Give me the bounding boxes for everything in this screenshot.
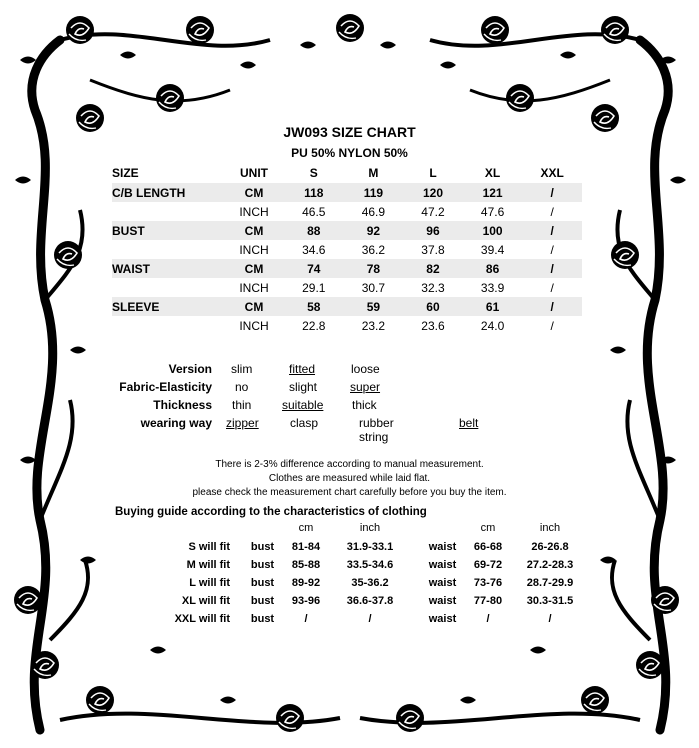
attribute-option: no xyxy=(235,380,249,394)
cell-value: / xyxy=(522,183,582,202)
row-label xyxy=(112,278,224,297)
inch-range: 31.9-33.1 xyxy=(346,541,394,553)
cell-value: 61 xyxy=(463,297,523,316)
cell-value: 82 xyxy=(403,259,463,278)
cell-value: 47.2 xyxy=(403,202,463,221)
cell-value: 23.2 xyxy=(344,316,404,335)
row-label xyxy=(112,202,224,221)
inch-range: 33.5-34.6 xyxy=(346,559,394,571)
size-fit: M will fit xyxy=(186,559,230,571)
header-unit: UNIT xyxy=(240,165,268,180)
inch-range: / xyxy=(368,613,372,625)
attribute-option-selected: fitted xyxy=(289,362,316,376)
header-xl: XL xyxy=(484,165,501,180)
cm-range: 73-76 xyxy=(473,577,503,589)
row-unit: CM xyxy=(224,221,284,240)
inch-range: 27.2-28.3 xyxy=(526,559,574,571)
row-unit: INCH xyxy=(224,202,284,221)
header-size: SIZE xyxy=(112,165,139,180)
header-s: S xyxy=(309,165,318,180)
cell-value: 23.6 xyxy=(403,316,463,335)
cell-value: 39.4 xyxy=(463,240,523,259)
measurement-notes xyxy=(0,458,699,500)
part: waist xyxy=(428,613,457,625)
part: bust xyxy=(250,577,275,589)
cell-value: / xyxy=(522,221,582,240)
row-label: WAIST xyxy=(112,259,224,278)
size-fit: L will fit xyxy=(189,577,230,589)
part: waist xyxy=(428,595,457,607)
header-cm: cm xyxy=(480,522,496,534)
header-inch: inch xyxy=(359,522,381,534)
part: bust xyxy=(250,559,275,571)
cell-value: 46.5 xyxy=(284,202,344,221)
inch-range: 35-36.2 xyxy=(351,577,389,589)
cell-value: / xyxy=(522,259,582,278)
cm-range: 85-88 xyxy=(291,559,321,571)
size-table-header xyxy=(112,163,582,182)
cell-value: 92 xyxy=(344,221,404,240)
row-unit: CM xyxy=(224,259,284,278)
attribute-label: wearing way xyxy=(140,416,212,430)
attribute-label: Version xyxy=(168,362,212,376)
cell-value: 100 xyxy=(463,221,523,240)
cell-value: 24.0 xyxy=(463,316,523,335)
inch-range: / xyxy=(548,613,552,625)
cell-value: 59 xyxy=(344,297,404,316)
table-row xyxy=(112,202,582,221)
table-row xyxy=(112,183,582,202)
cell-value: 37.8 xyxy=(403,240,463,259)
chart-title: JW093 SIZE CHART xyxy=(283,124,416,140)
row-unit: CM xyxy=(224,297,284,316)
attribute-option-selected: belt xyxy=(459,416,479,430)
header-m: M xyxy=(368,165,379,180)
inch-range: 36.6-37.8 xyxy=(346,595,394,607)
row-label xyxy=(112,316,224,335)
size-fit: S will fit xyxy=(188,541,230,553)
attribute-label: Thickness xyxy=(153,398,212,412)
note-line: please check the measurement chart carefully before you buy the item. xyxy=(192,487,507,498)
cell-value: 121 xyxy=(463,183,523,202)
attribute-option-selected: suitable xyxy=(282,398,324,412)
table-row xyxy=(112,221,582,240)
cell-value: 74 xyxy=(284,259,344,278)
cell-value: 118 xyxy=(284,183,344,202)
cell-value: 78 xyxy=(344,259,404,278)
table-row xyxy=(0,577,699,594)
part: waist xyxy=(428,577,457,589)
cell-value: 58 xyxy=(284,297,344,316)
cm-range: 81-84 xyxy=(291,541,321,553)
table-row xyxy=(112,316,582,335)
cm-range: 77-80 xyxy=(473,595,503,607)
size-fit: XL will fit xyxy=(181,595,230,607)
table-row xyxy=(112,259,582,278)
row-label: SLEEVE xyxy=(112,297,224,316)
cell-value: 36.2 xyxy=(344,240,404,259)
attribute-label: Fabric-Elasticity xyxy=(119,380,212,394)
row-unit: INCH xyxy=(224,240,284,259)
row-unit: INCH xyxy=(224,278,284,297)
attribute-option-selected: zipper xyxy=(226,416,259,430)
buying-guide-header xyxy=(0,522,699,539)
cell-value: 30.7 xyxy=(344,278,404,297)
cell-value: / xyxy=(522,240,582,259)
table-row xyxy=(0,559,699,576)
part: bust xyxy=(250,541,275,553)
cm-range: 89-92 xyxy=(291,577,321,589)
row-label: C/B LENGTH xyxy=(112,183,224,202)
cm-range: 69-72 xyxy=(473,559,503,571)
cell-value: 119 xyxy=(344,183,404,202)
cell-value: 29.1 xyxy=(284,278,344,297)
note-line: Clothes are measured while laid flat. xyxy=(268,473,431,484)
table-row xyxy=(112,297,582,316)
cell-value: 46.9 xyxy=(344,202,404,221)
table-row xyxy=(0,613,699,630)
attribute-option: thin xyxy=(232,398,252,412)
attribute-option: rubber string xyxy=(359,416,394,444)
cell-value: / xyxy=(522,297,582,316)
row-unit: CM xyxy=(224,183,284,202)
table-row xyxy=(0,595,699,612)
size-fit: XXL will fit xyxy=(174,613,230,625)
table-row xyxy=(112,278,582,297)
cell-value: / xyxy=(522,202,582,221)
inch-range: 26-26.8 xyxy=(531,541,569,553)
attribute-option: thick xyxy=(352,398,377,412)
size-table xyxy=(112,163,582,335)
cell-value: 33.9 xyxy=(463,278,523,297)
cell-value: 96 xyxy=(403,221,463,240)
row-label: BUST xyxy=(112,221,224,240)
part: bust xyxy=(250,613,275,625)
table-row xyxy=(112,240,582,259)
cm-range: / xyxy=(304,613,308,625)
cell-value: / xyxy=(522,316,582,335)
cell-value: / xyxy=(522,278,582,297)
part: waist xyxy=(428,541,457,553)
note-line: There is 2-3% difference according to manual measurement. xyxy=(215,459,484,470)
cm-range: 66-68 xyxy=(473,541,503,553)
attribute-option-selected: super xyxy=(350,380,381,394)
cell-value: 120 xyxy=(403,183,463,202)
row-label xyxy=(112,240,224,259)
cell-value: 47.6 xyxy=(463,202,523,221)
cm-range: / xyxy=(486,613,490,625)
header-xxl: XXL xyxy=(540,165,564,180)
header-cm: cm xyxy=(298,522,314,534)
header-inch: inch xyxy=(539,522,561,534)
material-composition: PU 50% NYLON 50% xyxy=(291,146,408,160)
table-row xyxy=(0,541,699,558)
inch-range: 30.3-31.5 xyxy=(526,595,574,607)
attribute-option: clasp xyxy=(290,416,319,430)
cell-value: 22.8 xyxy=(284,316,344,335)
buying-guide-title: Buying guide according to the characteristics of clothing xyxy=(115,506,427,518)
part: waist xyxy=(428,559,457,571)
cell-value: 34.6 xyxy=(284,240,344,259)
attribute-option: loose xyxy=(351,362,380,376)
attribute-option: slim xyxy=(231,362,253,376)
part: bust xyxy=(250,595,275,607)
attribute-option: slight xyxy=(289,380,318,394)
inch-range: 28.7-29.9 xyxy=(526,577,574,589)
cell-value: 60 xyxy=(403,297,463,316)
cell-value: 32.3 xyxy=(403,278,463,297)
header-l: L xyxy=(429,165,437,180)
cell-value: 86 xyxy=(463,259,523,278)
row-unit: INCH xyxy=(224,316,284,335)
cm-range: 93-96 xyxy=(291,595,321,607)
cell-value: 88 xyxy=(284,221,344,240)
